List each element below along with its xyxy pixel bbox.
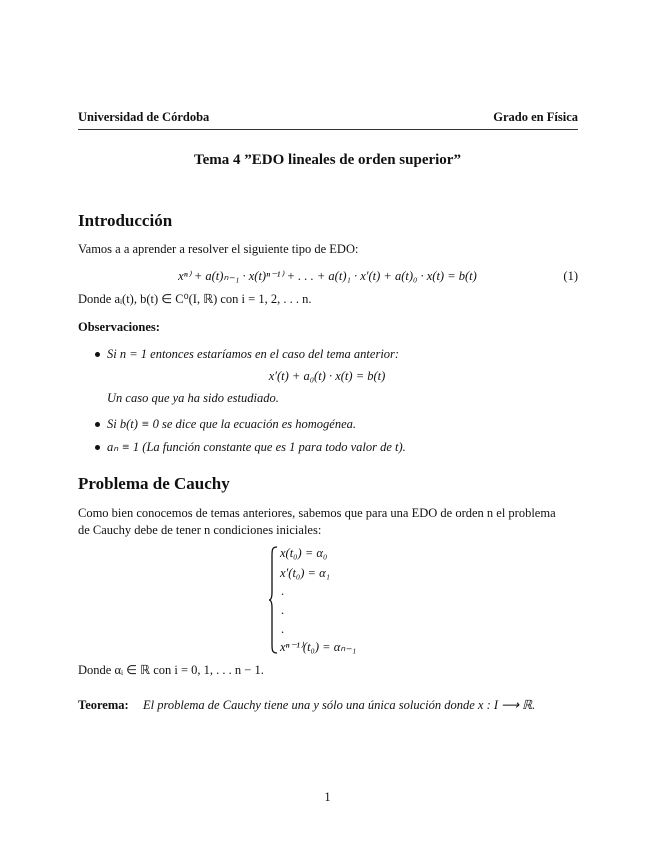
page-number: 1: [324, 790, 331, 804]
bullet-1-equation: x′(t) + a₀(t) · x(t) = b(t): [268, 369, 386, 383]
system-line: x(t₀) = α₀: [280, 546, 328, 560]
bullet-icon: [95, 445, 100, 450]
intro-donde: Donde aᵢ(t), b(t) ∈ C⁰(I, ℝ) con i = 1, 2, . . . n.: [78, 292, 312, 306]
header-right: Grado en Física: [493, 110, 578, 124]
bullet-icon: [95, 422, 100, 427]
intro-text: Vamos a a aprender a resolver el siguiente tipo de EDO:: [78, 242, 359, 256]
equation-number: (1): [563, 269, 578, 283]
system-line: xⁿ⁻¹⁾(t₀) = αₙ₋₁: [280, 640, 357, 654]
system-line: .: [281, 584, 285, 598]
document-title: Tema 4 ”EDO lineales de orden superior”: [194, 152, 461, 168]
system-line: .: [281, 622, 285, 636]
header-left: Universidad de Córdoba: [78, 110, 210, 124]
bullet-icon: [95, 352, 100, 357]
heading-introduccion: Introducción: [78, 211, 173, 230]
cauchy-donde: Donde αᵢ ∈ ℝ con i = 0, 1, . . . n − 1.: [78, 663, 264, 677]
system-line: .: [281, 603, 285, 617]
system-line: x′(t₀) = α₁: [280, 566, 331, 580]
teorema-label: Teorema:: [78, 698, 129, 712]
bullet-3: aₙ ≡ 1 (La función constante que es 1 para todo valor de t).: [107, 440, 406, 454]
cauchy-text-1: Como bien conocemos de temas anteriores, sabemos que para una EDO de orden n el problema: [78, 506, 556, 520]
equation-1: xⁿ⁾ + a(t)ₙ₋₁ · x(t)ⁿ⁻¹⁾ + . . . + a(t)₁ · x′(t) + a(t)₀ · x(t) = b(t): [178, 269, 477, 283]
cauchy-text-2: de Cauchy debe de tener n condiciones iniciales:: [78, 523, 322, 537]
left-brace-icon: [268, 546, 278, 654]
teorema-text: El problema de Cauchy tiene una y sólo una única solución donde x : I ⟶ ℝ.: [143, 698, 536, 712]
header-rule: [78, 129, 578, 130]
heading-problema-cauchy: Problema de Cauchy: [78, 474, 230, 493]
bullet-1-note: Un caso que ya ha sido estudiado.: [107, 391, 279, 405]
bullet-1: Si n = 1 entonces estaríamos en el caso del tema anterior:: [107, 347, 400, 361]
bullet-2: Si b(t) ≡ 0 se dice que la ecuación es homogénea.: [107, 417, 356, 431]
observaciones-label: Observaciones:: [78, 320, 160, 334]
